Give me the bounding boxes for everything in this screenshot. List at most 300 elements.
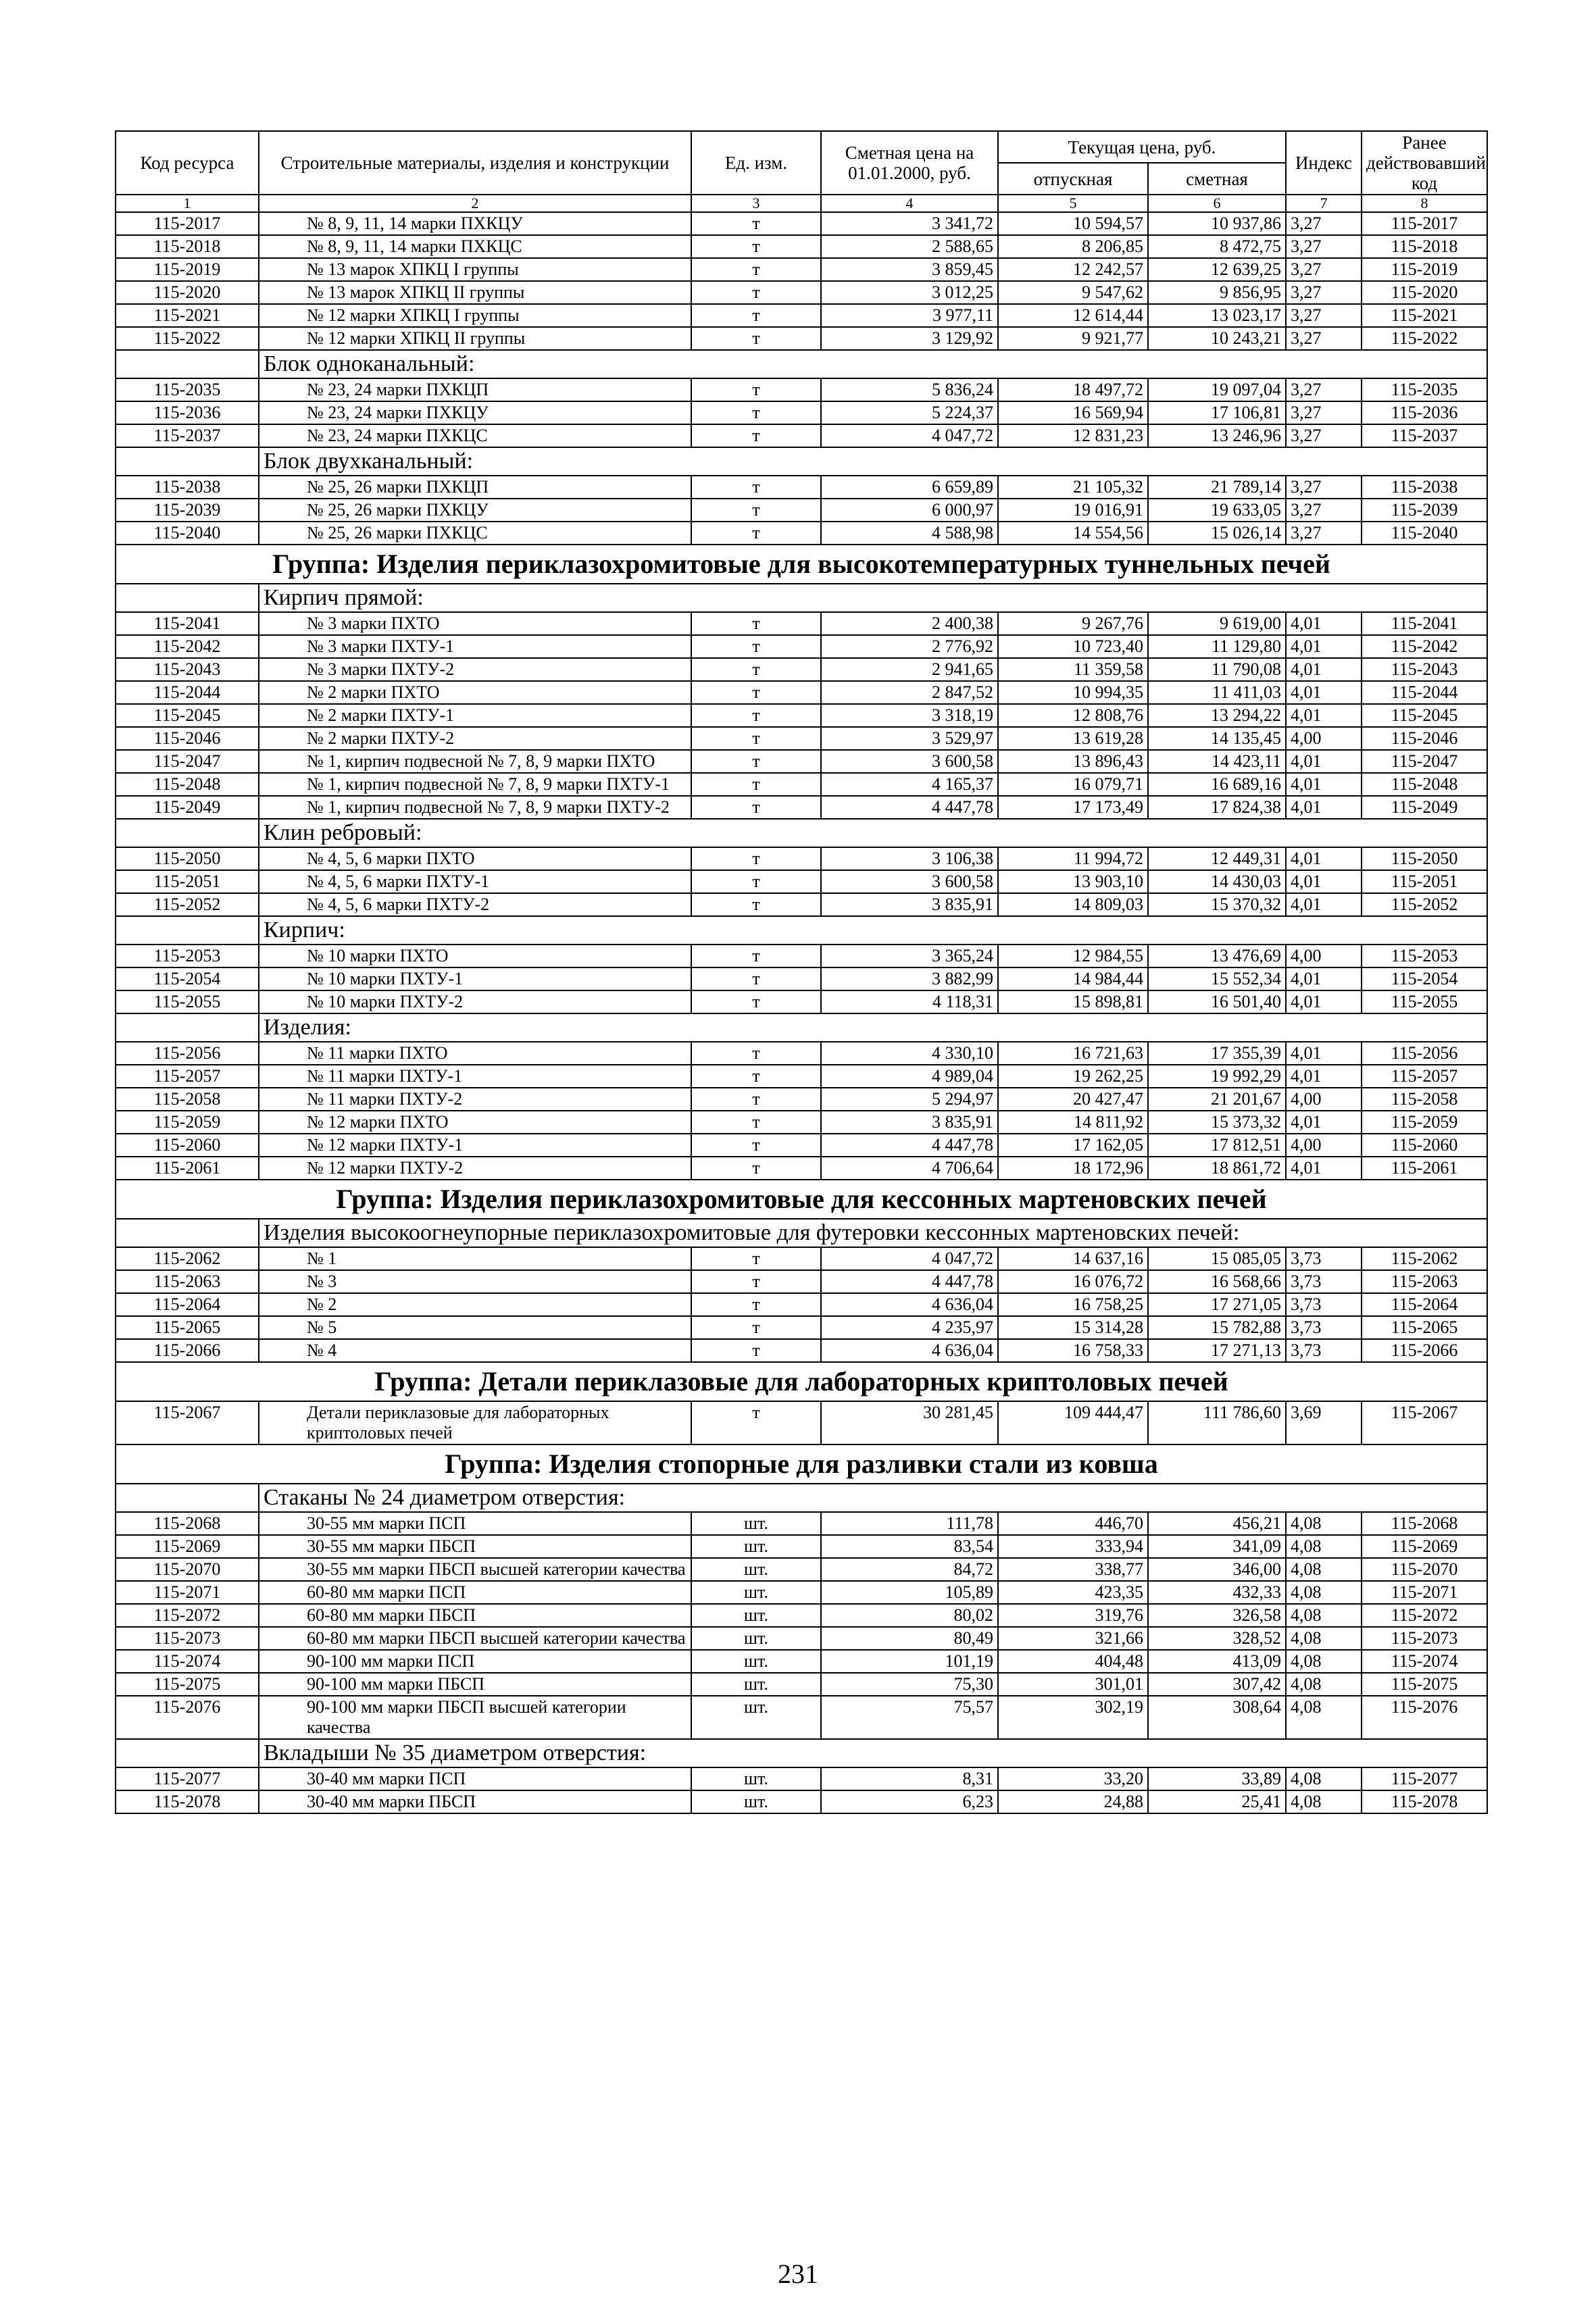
release-price-cell: 321,66 bbox=[998, 1627, 1148, 1650]
previous-code-cell: 115-2042 bbox=[1362, 635, 1487, 658]
base-price-cell: 30 281,45 bbox=[821, 1401, 998, 1444]
index-cell: 4,00 bbox=[1286, 1088, 1362, 1111]
material-name-cell: № 2 марки ПХТО bbox=[259, 681, 691, 704]
previous-code-cell: 115-2078 bbox=[1362, 1790, 1487, 1813]
index-cell: 4,01 bbox=[1286, 893, 1362, 916]
material-name-cell: 30-55 мм марки ПБСП bbox=[259, 1535, 691, 1558]
release-price-cell: 12 831,23 bbox=[998, 424, 1148, 447]
estimate-price-cell: 13 246,96 bbox=[1148, 424, 1286, 447]
material-name-cell: 60-80 мм марки ПСП bbox=[259, 1581, 691, 1604]
table-row bbox=[116, 796, 1487, 819]
unit-cell: шт. bbox=[691, 1696, 821, 1739]
unit-cell: т bbox=[691, 1270, 821, 1293]
index-cell: 4,08 bbox=[1286, 1696, 1362, 1739]
previous-code-cell: 115-2044 bbox=[1362, 681, 1487, 704]
previous-code-cell: 115-2038 bbox=[1362, 476, 1487, 499]
subsection-title: Кирпич: bbox=[259, 916, 1487, 945]
previous-code-cell: 115-2047 bbox=[1362, 750, 1487, 773]
estimate-price-cell: 10 937,86 bbox=[1148, 212, 1286, 235]
subsection-row bbox=[116, 916, 1487, 945]
release-price-cell: 13 903,10 bbox=[998, 870, 1148, 893]
base-price-cell: 80,02 bbox=[821, 1604, 998, 1627]
index-cell: 4,01 bbox=[1286, 1042, 1362, 1065]
group-heading: Группа: Изделия периклазохромитовые для кессонных мартеновских печей bbox=[116, 1180, 1487, 1219]
previous-code-cell: 115-2066 bbox=[1362, 1339, 1487, 1362]
index-cell: 4,01 bbox=[1286, 635, 1362, 658]
index-cell: 4,01 bbox=[1286, 658, 1362, 681]
estimate-price-cell: 13 476,69 bbox=[1148, 945, 1286, 967]
material-name-cell: 30-55 мм марки ПСП bbox=[259, 1512, 691, 1535]
index-cell: 3,27 bbox=[1286, 401, 1362, 424]
resource-code-cell: 115-2077 bbox=[116, 1767, 259, 1790]
subsection-title: Блок одноканальный: bbox=[259, 350, 1487, 378]
base-price-cell: 3 129,92 bbox=[821, 327, 998, 350]
material-name-cell: № 11 марки ПХТУ-1 bbox=[259, 1065, 691, 1088]
release-price-cell: 16 758,33 bbox=[998, 1339, 1148, 1362]
estimate-price-cell: 17 824,38 bbox=[1148, 796, 1286, 819]
empty-cell bbox=[116, 350, 259, 378]
material-name-cell: № 4, 5, 6 марки ПХТО bbox=[259, 847, 691, 870]
estimate-price-cell: 19 097,04 bbox=[1148, 378, 1286, 401]
release-price-cell: 301,01 bbox=[998, 1673, 1148, 1696]
table-row bbox=[116, 1134, 1487, 1157]
material-name-cell: № 1, кирпич подвесной № 7, 8, 9 марки ПХТО bbox=[259, 750, 691, 773]
base-price-cell: 3 859,45 bbox=[821, 258, 998, 281]
release-price-cell: 24,88 bbox=[998, 1790, 1148, 1813]
material-name-cell: № 12 марки ПХТУ-1 bbox=[259, 1134, 691, 1157]
unit-cell: т bbox=[691, 612, 821, 635]
resource-code-cell: 115-2056 bbox=[116, 1042, 259, 1065]
material-name-cell: № 23, 24 марки ПХКЦП bbox=[259, 378, 691, 401]
unit-cell: т bbox=[691, 967, 821, 990]
unit-cell: шт. bbox=[691, 1558, 821, 1581]
resource-code-cell: 115-2054 bbox=[116, 967, 259, 990]
table-row bbox=[116, 1535, 1487, 1558]
previous-code-cell: 115-2076 bbox=[1362, 1696, 1487, 1739]
release-price-cell: 10 594,57 bbox=[998, 212, 1148, 235]
release-price-cell: 33,20 bbox=[998, 1767, 1148, 1790]
material-name-cell: № 5 bbox=[259, 1316, 691, 1339]
release-price-cell: 9 267,76 bbox=[998, 612, 1148, 635]
base-price-cell: 2 776,92 bbox=[821, 635, 998, 658]
previous-code-cell: 115-2037 bbox=[1362, 424, 1487, 447]
material-name-cell: № 2 bbox=[259, 1293, 691, 1316]
resource-code-cell: 115-2051 bbox=[116, 870, 259, 893]
base-price-cell: 3 835,91 bbox=[821, 893, 998, 916]
release-price-cell: 9 921,77 bbox=[998, 327, 1148, 350]
base-price-cell: 8,31 bbox=[821, 1767, 998, 1790]
resource-code-cell: 115-2018 bbox=[116, 235, 259, 258]
unit-cell: шт. bbox=[691, 1512, 821, 1535]
index-cell: 4,08 bbox=[1286, 1767, 1362, 1790]
index-cell: 3,73 bbox=[1286, 1270, 1362, 1293]
table-row bbox=[116, 635, 1487, 658]
release-price-cell: 446,70 bbox=[998, 1512, 1148, 1535]
resource-code-cell: 115-2062 bbox=[116, 1247, 259, 1270]
previous-code-cell: 115-2067 bbox=[1362, 1401, 1487, 1444]
index-cell: 4,01 bbox=[1286, 1111, 1362, 1134]
material-name-cell: № 10 марки ПХТУ-1 bbox=[259, 967, 691, 990]
resource-code-cell: 115-2066 bbox=[116, 1339, 259, 1362]
header-release: отпускная bbox=[998, 163, 1148, 195]
material-name-cell: 30-40 мм марки ПБСП bbox=[259, 1790, 691, 1813]
material-name-cell: № 3 bbox=[259, 1270, 691, 1293]
index-cell: 3,27 bbox=[1286, 327, 1362, 350]
table-body bbox=[116, 212, 1487, 1813]
resource-code-cell: 115-2071 bbox=[116, 1581, 259, 1604]
empty-cell bbox=[116, 1219, 259, 1247]
unit-cell: т bbox=[691, 499, 821, 522]
estimate-price-cell: 9 619,00 bbox=[1148, 612, 1286, 635]
release-price-cell: 17 173,49 bbox=[998, 796, 1148, 819]
group-heading-row bbox=[116, 1180, 1487, 1219]
table-row bbox=[116, 1558, 1487, 1581]
resource-code-cell: 115-2038 bbox=[116, 476, 259, 499]
index-cell: 4,08 bbox=[1286, 1535, 1362, 1558]
material-name-cell: № 3 марки ПХТУ-1 bbox=[259, 635, 691, 658]
estimate-price-cell: 25,41 bbox=[1148, 1790, 1286, 1813]
release-price-cell: 13 896,43 bbox=[998, 750, 1148, 773]
unit-cell: шт. bbox=[691, 1627, 821, 1650]
material-name-cell: № 3 марки ПХТУ-2 bbox=[259, 658, 691, 681]
resource-code-cell: 115-2040 bbox=[116, 522, 259, 545]
unit-cell: т bbox=[691, 281, 821, 304]
unit-cell: т bbox=[691, 796, 821, 819]
estimate-price-cell: 17 271,13 bbox=[1148, 1339, 1286, 1362]
unit-cell: т bbox=[691, 1134, 821, 1157]
empty-cell bbox=[116, 1739, 259, 1767]
base-price-cell: 4 636,04 bbox=[821, 1293, 998, 1316]
index-cell: 3,73 bbox=[1286, 1339, 1362, 1362]
subsection-row bbox=[116, 584, 1487, 612]
table-row bbox=[116, 1767, 1487, 1790]
estimate-price-cell: 15 370,32 bbox=[1148, 893, 1286, 916]
material-name-cell: 60-80 мм марки ПБСП bbox=[259, 1604, 691, 1627]
previous-code-cell: 115-2045 bbox=[1362, 704, 1487, 727]
column-number: 1 bbox=[116, 195, 259, 212]
estimate-price-cell: 18 861,72 bbox=[1148, 1157, 1286, 1180]
table-row bbox=[116, 945, 1487, 967]
material-name-cell: 30-40 мм марки ПСП bbox=[259, 1767, 691, 1790]
table-row bbox=[116, 327, 1487, 350]
index-cell: 3,27 bbox=[1286, 281, 1362, 304]
unit-cell: т bbox=[691, 1042, 821, 1065]
base-price-cell: 84,72 bbox=[821, 1558, 998, 1581]
header-base-price: Сметная цена на 01.01.2000, руб. bbox=[821, 131, 998, 195]
resource-code-cell: 115-2047 bbox=[116, 750, 259, 773]
release-price-cell: 14 809,03 bbox=[998, 893, 1148, 916]
release-price-cell: 12 984,55 bbox=[998, 945, 1148, 967]
previous-code-cell: 115-2073 bbox=[1362, 1627, 1487, 1650]
previous-code-cell: 115-2056 bbox=[1362, 1042, 1487, 1065]
base-price-cell: 3 012,25 bbox=[821, 281, 998, 304]
material-name-cell: № 11 марки ПХТО bbox=[259, 1042, 691, 1065]
material-name-cell: 90-100 мм марки ПСП bbox=[259, 1650, 691, 1673]
previous-code-cell: 115-2058 bbox=[1362, 1088, 1487, 1111]
group-heading: Группа: Изделия стопорные для разливки стали из ковша bbox=[116, 1444, 1487, 1484]
release-price-cell: 338,77 bbox=[998, 1558, 1148, 1581]
unit-cell: т bbox=[691, 258, 821, 281]
index-cell: 4,01 bbox=[1286, 681, 1362, 704]
unit-cell: т bbox=[691, 1247, 821, 1270]
previous-code-cell: 115-2052 bbox=[1362, 893, 1487, 916]
page-number: 231 bbox=[778, 2259, 818, 2289]
index-cell: 3,27 bbox=[1286, 424, 1362, 447]
base-price-cell: 2 941,65 bbox=[821, 658, 998, 681]
table-row bbox=[116, 1088, 1487, 1111]
release-price-cell: 18 497,72 bbox=[998, 378, 1148, 401]
release-price-cell: 17 162,05 bbox=[998, 1134, 1148, 1157]
unit-cell: т bbox=[691, 893, 821, 916]
unit-cell: шт. bbox=[691, 1767, 821, 1790]
material-name-cell: № 12 марки ПХТО bbox=[259, 1111, 691, 1134]
resource-code-cell: 115-2070 bbox=[116, 1558, 259, 1581]
base-price-cell: 6 000,97 bbox=[821, 499, 998, 522]
estimate-price-cell: 308,64 bbox=[1148, 1696, 1286, 1739]
subsection-row bbox=[116, 819, 1487, 847]
estimate-price-cell: 15 552,34 bbox=[1148, 967, 1286, 990]
estimate-price-cell: 12 639,25 bbox=[1148, 258, 1286, 281]
index-cell: 4,01 bbox=[1286, 1157, 1362, 1180]
previous-code-cell: 115-2035 bbox=[1362, 378, 1487, 401]
material-name-cell: 30-55 мм марки ПБСП высшей категории качества bbox=[259, 1558, 691, 1581]
base-price-cell: 2 588,65 bbox=[821, 235, 998, 258]
resource-code-cell: 115-2050 bbox=[116, 847, 259, 870]
empty-cell bbox=[116, 1484, 259, 1512]
table-row bbox=[116, 281, 1487, 304]
index-cell: 4,01 bbox=[1286, 796, 1362, 819]
material-name-cell: № 3 марки ПХТО bbox=[259, 612, 691, 635]
index-cell: 3,27 bbox=[1286, 258, 1362, 281]
table-row bbox=[116, 681, 1487, 704]
resource-code-cell: 115-2059 bbox=[116, 1111, 259, 1134]
index-cell: 3,73 bbox=[1286, 1247, 1362, 1270]
base-price-cell: 83,54 bbox=[821, 1535, 998, 1558]
material-name-cell: № 12 марки ХПКЦ I группы bbox=[259, 304, 691, 327]
unit-cell: т bbox=[691, 990, 821, 1013]
material-name-cell: № 1 bbox=[259, 1247, 691, 1270]
estimate-price-cell: 10 243,21 bbox=[1148, 327, 1286, 350]
base-price-cell: 4 447,78 bbox=[821, 796, 998, 819]
subsection-title: Вкладыши № 35 диаметром отверстия: bbox=[259, 1739, 1487, 1767]
table-row bbox=[116, 773, 1487, 796]
resource-code-cell: 115-2069 bbox=[116, 1535, 259, 1558]
base-price-cell: 3 600,58 bbox=[821, 870, 998, 893]
release-price-cell: 11 994,72 bbox=[998, 847, 1148, 870]
empty-cell bbox=[116, 916, 259, 945]
previous-code-cell: 115-2054 bbox=[1362, 967, 1487, 990]
subsection-row bbox=[116, 350, 1487, 378]
unit-cell: т bbox=[691, 1111, 821, 1134]
index-cell: 4,08 bbox=[1286, 1581, 1362, 1604]
release-price-cell: 12 242,57 bbox=[998, 258, 1148, 281]
resource-code-cell: 115-2049 bbox=[116, 796, 259, 819]
estimate-price-cell: 326,58 bbox=[1148, 1604, 1286, 1627]
material-name-cell: № 10 марки ПХТО bbox=[259, 945, 691, 967]
table-row bbox=[116, 476, 1487, 499]
table-row bbox=[116, 1270, 1487, 1293]
index-cell: 4,01 bbox=[1286, 750, 1362, 773]
previous-code-cell: 115-2075 bbox=[1362, 1673, 1487, 1696]
material-name-cell: № 10 марки ПХТУ-2 bbox=[259, 990, 691, 1013]
resource-code-cell: 115-2058 bbox=[116, 1088, 259, 1111]
index-cell: 4,08 bbox=[1286, 1604, 1362, 1627]
index-cell: 4,01 bbox=[1286, 612, 1362, 635]
table-row bbox=[116, 704, 1487, 727]
material-name-cell: № 8, 9, 11, 14 марки ПХКЦС bbox=[259, 235, 691, 258]
base-price-cell: 4 118,31 bbox=[821, 990, 998, 1013]
release-price-cell: 21 105,32 bbox=[998, 476, 1148, 499]
unit-cell: т bbox=[691, 681, 821, 704]
table-row bbox=[116, 304, 1487, 327]
release-price-cell: 16 758,25 bbox=[998, 1293, 1148, 1316]
base-price-cell: 3 977,11 bbox=[821, 304, 998, 327]
resource-code-cell: 115-2039 bbox=[116, 499, 259, 522]
index-cell: 3,73 bbox=[1286, 1316, 1362, 1339]
estimate-price-cell: 456,21 bbox=[1148, 1512, 1286, 1535]
estimate-price-cell: 19 633,05 bbox=[1148, 499, 1286, 522]
estimate-price-cell: 346,00 bbox=[1148, 1558, 1286, 1581]
table-row bbox=[116, 1604, 1487, 1627]
release-price-cell: 109 444,47 bbox=[998, 1401, 1148, 1444]
subsection-title: Блок двухканальный: bbox=[259, 447, 1487, 476]
base-price-cell: 4 235,97 bbox=[821, 1316, 998, 1339]
resource-code-cell: 115-2076 bbox=[116, 1696, 259, 1739]
base-price-cell: 5 836,24 bbox=[821, 378, 998, 401]
index-cell: 4,08 bbox=[1286, 1673, 1362, 1696]
index-cell: 4,01 bbox=[1286, 990, 1362, 1013]
table-row bbox=[116, 401, 1487, 424]
estimate-price-cell: 432,33 bbox=[1148, 1581, 1286, 1604]
empty-cell bbox=[116, 447, 259, 476]
table-row bbox=[116, 967, 1487, 990]
base-price-cell: 3 835,91 bbox=[821, 1111, 998, 1134]
empty-cell bbox=[116, 584, 259, 612]
unit-cell: т bbox=[691, 658, 821, 681]
material-name-cell: № 11 марки ПХТУ-2 bbox=[259, 1088, 691, 1111]
resource-code-cell: 115-2035 bbox=[116, 378, 259, 401]
material-name-cell: № 4, 5, 6 марки ПХТУ-2 bbox=[259, 893, 691, 916]
estimate-price-cell: 16 501,40 bbox=[1148, 990, 1286, 1013]
subsection-row bbox=[116, 1013, 1487, 1042]
table-row bbox=[116, 1293, 1487, 1316]
group-heading-row bbox=[116, 1362, 1487, 1401]
resource-code-cell: 115-2068 bbox=[116, 1512, 259, 1535]
resource-code-cell: 115-2061 bbox=[116, 1157, 259, 1180]
resource-code-cell: 115-2057 bbox=[116, 1065, 259, 1088]
estimate-price-cell: 17 271,05 bbox=[1148, 1293, 1286, 1316]
resource-code-cell: 115-2048 bbox=[116, 773, 259, 796]
subsection-row bbox=[116, 1484, 1487, 1512]
material-name-cell: № 1, кирпич подвесной № 7, 8, 9 марки ПХТУ-1 bbox=[259, 773, 691, 796]
material-name-cell: № 4, 5, 6 марки ПХТУ-1 bbox=[259, 870, 691, 893]
estimate-price-cell: 17 106,81 bbox=[1148, 401, 1286, 424]
release-price-cell: 10 994,35 bbox=[998, 681, 1148, 704]
material-name-cell: 90-100 мм марки ПБСП bbox=[259, 1673, 691, 1696]
base-price-cell: 4 330,10 bbox=[821, 1042, 998, 1065]
resource-code-cell: 115-2072 bbox=[116, 1604, 259, 1627]
estimate-price-cell: 9 856,95 bbox=[1148, 281, 1286, 304]
release-price-cell: 9 547,62 bbox=[998, 281, 1148, 304]
estimate-price-cell: 8 472,75 bbox=[1148, 235, 1286, 258]
release-price-cell: 20 427,47 bbox=[998, 1088, 1148, 1111]
estimate-price-cell: 21 201,67 bbox=[1148, 1088, 1286, 1111]
subsection-row bbox=[116, 447, 1487, 476]
table-row bbox=[116, 893, 1487, 916]
resource-code-cell: 115-2055 bbox=[116, 990, 259, 1013]
index-cell: 4,01 bbox=[1286, 704, 1362, 727]
header-estimate: сметная bbox=[1148, 163, 1286, 195]
unit-cell: т bbox=[691, 773, 821, 796]
table-row bbox=[116, 847, 1487, 870]
table-row bbox=[116, 258, 1487, 281]
subsection-title: Клин ребровый: bbox=[259, 819, 1487, 847]
index-cell: 4,00 bbox=[1286, 727, 1362, 750]
index-cell: 3,27 bbox=[1286, 235, 1362, 258]
release-price-cell: 423,35 bbox=[998, 1581, 1148, 1604]
estimate-price-cell: 14 135,45 bbox=[1148, 727, 1286, 750]
header-index: Индекс bbox=[1286, 131, 1362, 195]
material-name-cell: Детали периклазовые для лабораторных криптоловых печей bbox=[259, 1401, 691, 1444]
column-number: 8 bbox=[1362, 195, 1487, 212]
table-row bbox=[116, 378, 1487, 401]
index-cell: 4,01 bbox=[1286, 773, 1362, 796]
material-name-cell: № 4 bbox=[259, 1339, 691, 1362]
previous-code-cell: 115-2077 bbox=[1362, 1767, 1487, 1790]
base-price-cell: 3 341,72 bbox=[821, 212, 998, 235]
previous-code-cell: 115-2049 bbox=[1362, 796, 1487, 819]
base-price-cell: 4 447,78 bbox=[821, 1134, 998, 1157]
column-number: 3 bbox=[691, 195, 821, 212]
index-cell: 3,27 bbox=[1286, 476, 1362, 499]
estimate-price-cell: 16 568,66 bbox=[1148, 1270, 1286, 1293]
resource-code-cell: 115-2063 bbox=[116, 1270, 259, 1293]
release-price-cell: 14 984,44 bbox=[998, 967, 1148, 990]
subsection-title: Изделия высокоогнеупорные периклазохромитовые для футеровки кессонных мартеновских печей: bbox=[259, 1219, 1487, 1247]
header-name: Строительные материалы, изделия и конструкции bbox=[259, 131, 691, 195]
base-price-cell: 75,30 bbox=[821, 1673, 998, 1696]
index-cell: 4,08 bbox=[1286, 1512, 1362, 1535]
base-price-cell: 4 447,78 bbox=[821, 1270, 998, 1293]
table-row bbox=[116, 870, 1487, 893]
estimate-price-cell: 21 789,14 bbox=[1148, 476, 1286, 499]
release-price-cell: 11 359,58 bbox=[998, 658, 1148, 681]
estimate-price-cell: 17 812,51 bbox=[1148, 1134, 1286, 1157]
resource-code-cell: 115-2065 bbox=[116, 1316, 259, 1339]
group-heading-row bbox=[116, 545, 1487, 584]
release-price-cell: 15 314,28 bbox=[998, 1316, 1148, 1339]
unit-cell: т bbox=[691, 1293, 821, 1316]
header-unit: Ед. изм. bbox=[691, 131, 821, 195]
previous-code-cell: 115-2036 bbox=[1362, 401, 1487, 424]
unit-cell: т bbox=[691, 212, 821, 235]
index-cell: 4,08 bbox=[1286, 1627, 1362, 1650]
resource-code-cell: 115-2045 bbox=[116, 704, 259, 727]
base-price-cell: 3 529,97 bbox=[821, 727, 998, 750]
estimate-price-cell: 16 689,16 bbox=[1148, 773, 1286, 796]
resource-code-cell: 115-2075 bbox=[116, 1673, 259, 1696]
unit-cell: т bbox=[691, 1088, 821, 1111]
unit-cell: шт. bbox=[691, 1790, 821, 1813]
unit-cell: т bbox=[691, 1065, 821, 1088]
estimate-price-cell: 11 411,03 bbox=[1148, 681, 1286, 704]
previous-code-cell: 115-2064 bbox=[1362, 1293, 1487, 1316]
group-heading: Группа: Детали периклазовые для лабораторных криптоловых печей bbox=[116, 1362, 1487, 1401]
release-price-cell: 16 721,63 bbox=[998, 1042, 1148, 1065]
release-price-cell: 19 262,25 bbox=[998, 1065, 1148, 1088]
material-name-cell: № 25, 26 марки ПХКЦП bbox=[259, 476, 691, 499]
subsection-row bbox=[116, 1219, 1487, 1247]
